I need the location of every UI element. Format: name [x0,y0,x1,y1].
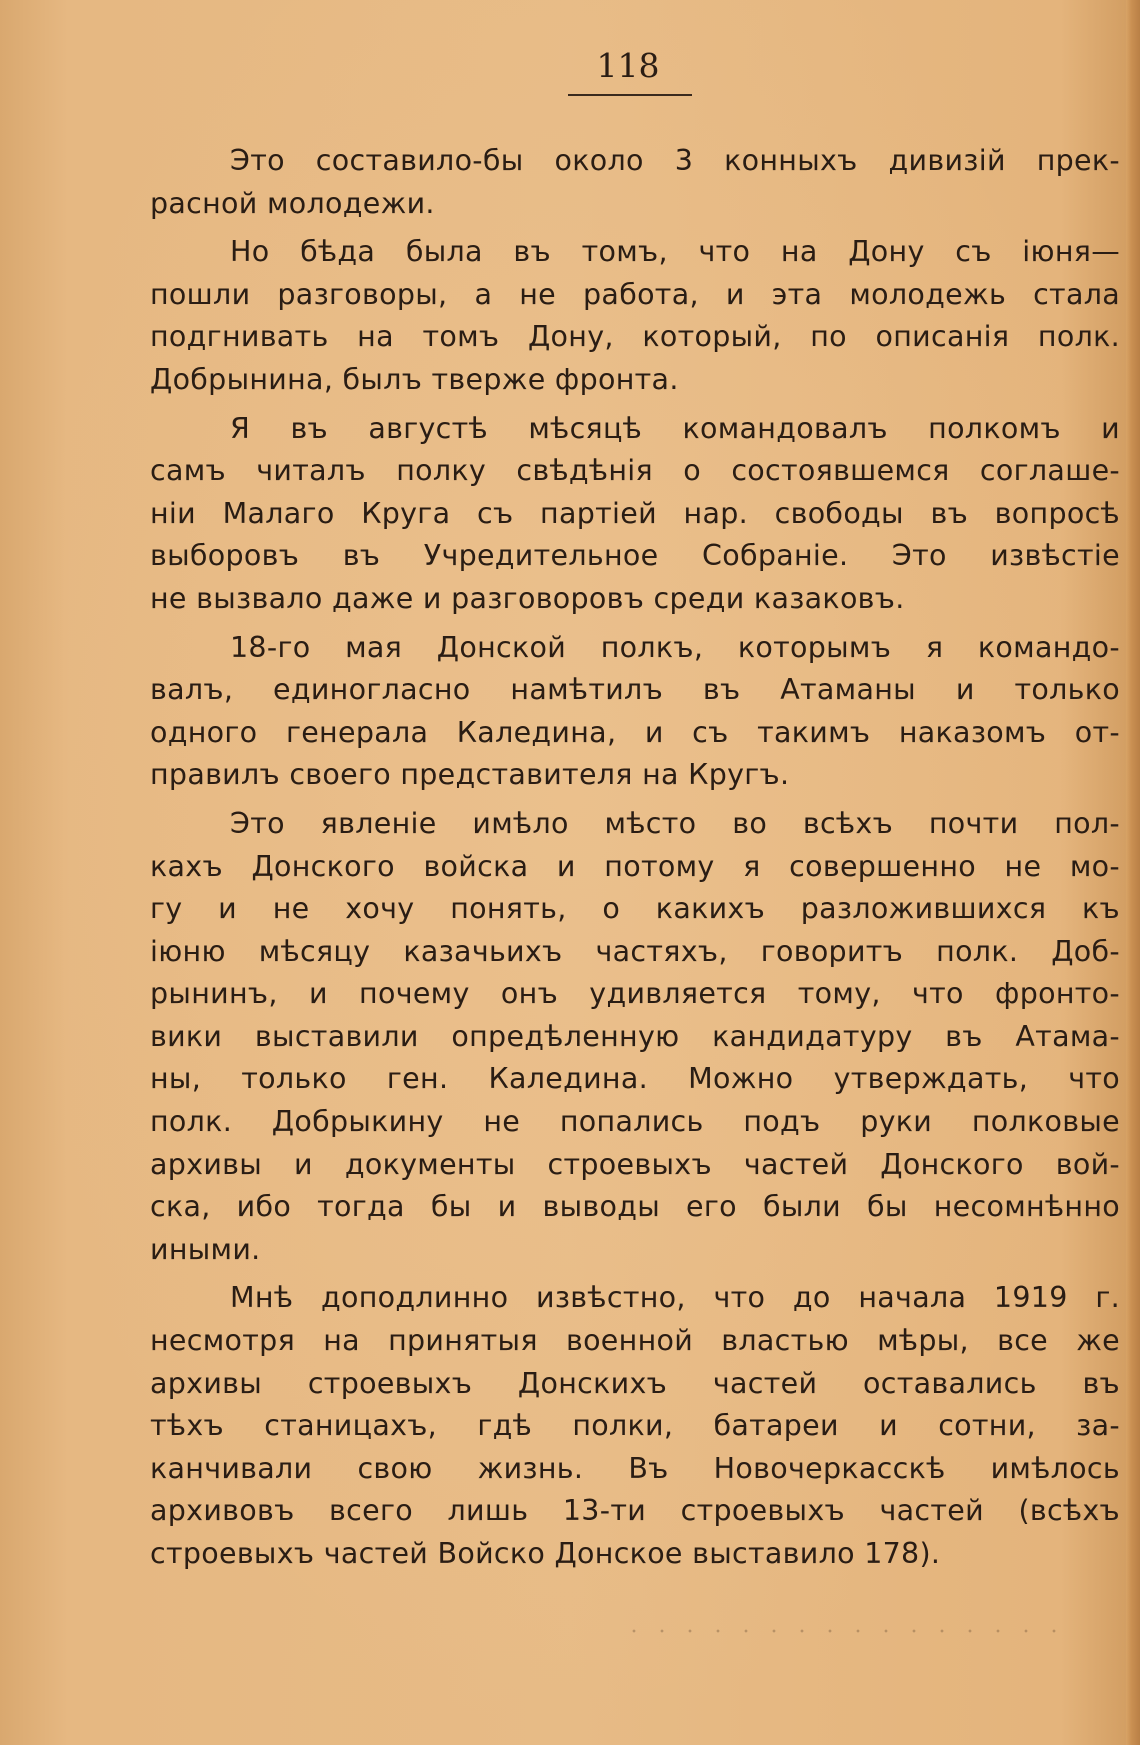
text-line: пошли разговоры, а не работа, и эта молодежь стала [150,277,1120,311]
text-line: иными. [150,1232,261,1266]
text-line: тѣхъ станицахъ, гдѣ полки, батареи и сотни, за- [150,1409,1120,1443]
text-line: ны, только ген. Каледина. Можно утверждать, что [150,1062,1120,1096]
paragraph [150,803,1120,1272]
page-number-rule [568,94,692,96]
text-line: рынинъ, и почему онъ удивляется тому, что фронто- [150,977,1120,1011]
text-line: Это явленіе имѣло мѣсто во всѣхъ почти пол- [230,806,1120,840]
text-line: несмотря на принятыя военной властью мѣры, все же [150,1324,1120,1358]
text-line: не вызвало даже и разговоровъ среди казаковъ. [150,581,905,615]
text-line: выборовъ въ Учредительное Собраніе. Это извѣстіе [150,539,1120,573]
print-speckles [620,1628,1080,1634]
text-line: расной молодежи. [150,186,435,220]
text-line: ніи Малаго Круга съ партіей нар. свободы въ вопросѣ [150,496,1120,530]
text-line: Добрынина, былъ тверже фронта. [150,362,679,396]
text-line: архивы и документы строевыхъ частей Донского вой- [150,1147,1120,1181]
text-line: строевыхъ частей Войско Донское выставило 178). [150,1537,941,1570]
paragraph [150,140,1120,225]
text-line: Это составило-бы около 3 конныхъ дивизій прек- [230,144,1120,177]
text-line: Но бѣда была въ томъ, что на Дону съ іюня— [230,235,1120,269]
text-line: вики выставили опредѣленную кандидатуру въ Атама- [150,1019,1120,1053]
paragraph [150,231,1120,401]
text-line: гу и не хочу понять, о какихъ разложившихся къ [150,892,1120,926]
paragraph [150,1277,1120,1575]
text-line: Мнѣ доподлинно извѣстно, что до начала 1919 г. [230,1281,1120,1315]
text-line: 18-го мая Донской полкъ, которымъ я командо- [230,630,1120,664]
text-line: Я въ августѣ мѣсяцѣ командовалъ полкомъ и [230,411,1120,445]
paragraph [150,627,1120,797]
text-line: іюню мѣсяцу казачьихъ частяхъ, говоритъ полк. Доб- [150,934,1120,968]
page-edge [1126,0,1140,1745]
text-line: валъ, единогласно намѣтилъ въ Атаманы и только [150,673,1120,707]
body-text [150,140,1120,1582]
text-line: архивы строевыхъ Донскихъ частей оставались въ [150,1366,1120,1400]
text-line: ска, ибо тогда бы и выводы его были бы несомнѣнно [150,1190,1120,1224]
text-line: одного генерала Каледина, и съ такимъ наказомъ от- [150,715,1120,749]
text-line: канчивали свою жизнь. Въ Новочеркасскѣ имѣлось [150,1451,1120,1485]
text-line: полк. Добрыкину не попались подъ руки полковые [150,1105,1120,1139]
text-line: самъ читалъ полку свѣдѣнія о состоявшемся соглаше- [150,454,1120,488]
paragraph [150,408,1120,621]
page-number: 118 [596,46,660,85]
text-line: правилъ своего представителя на Кругъ. [150,758,790,792]
text-line: кахъ Донского войска и потому я совершенно не мо- [150,849,1120,883]
text-line: архивовъ всего лишь 13-ти строевыхъ частей (всѣхъ [150,1494,1120,1528]
text-line: подгнивать на томъ Дону, который, по описанія полк. [150,320,1120,354]
